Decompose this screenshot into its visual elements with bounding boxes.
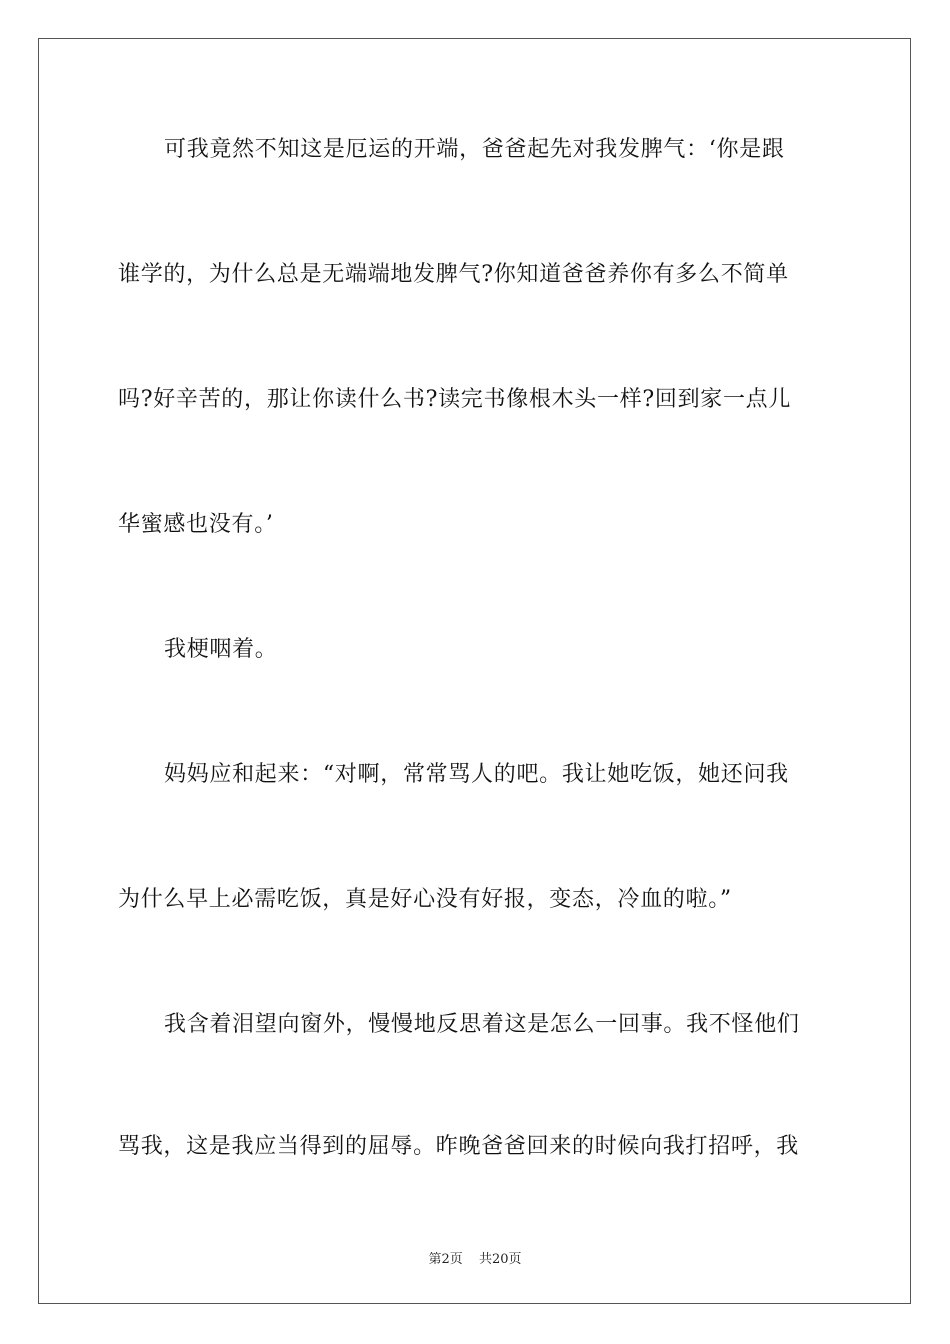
- paragraph-line: 吗?好辛苦的，那让你读什么书?读完书像根木头一样?回到家一点儿: [118, 387, 792, 412]
- paragraph-line: 谁学的，为什么总是无端端地发脾气?你知道爸爸养你有多么不简单: [118, 262, 789, 287]
- page-total: 共20页: [478, 1252, 522, 1267]
- paragraph-line: 为什么早上必需吃饭，真是好心没有好报，变态，冷血的啦。”: [118, 887, 732, 912]
- paragraph-line: 华蜜感也没有。’: [118, 512, 274, 537]
- paragraph-line: 我梗咽着。: [164, 637, 278, 662]
- page-number: 第2页: [428, 1252, 463, 1267]
- paragraph-line: 骂我，这是我应当得到的屈辱。昨晚爸爸回来的时候向我打招呼，我: [118, 1134, 800, 1159]
- paragraph-line: 妈妈应和起来：“对啊，常常骂人的吧。我让她吃饭，她还问我: [164, 762, 789, 787]
- page-footer: [0, 1248, 950, 1267]
- paragraph-line: 我含着泪望向窗外，慢慢地反思着这是怎么一回事。我不怪他们: [164, 1012, 800, 1037]
- page-border: [38, 38, 911, 1304]
- paragraph-line: 可我竟然不知这是厄运的开端，爸爸起先对我发脾气：‘你是跟: [164, 137, 785, 162]
